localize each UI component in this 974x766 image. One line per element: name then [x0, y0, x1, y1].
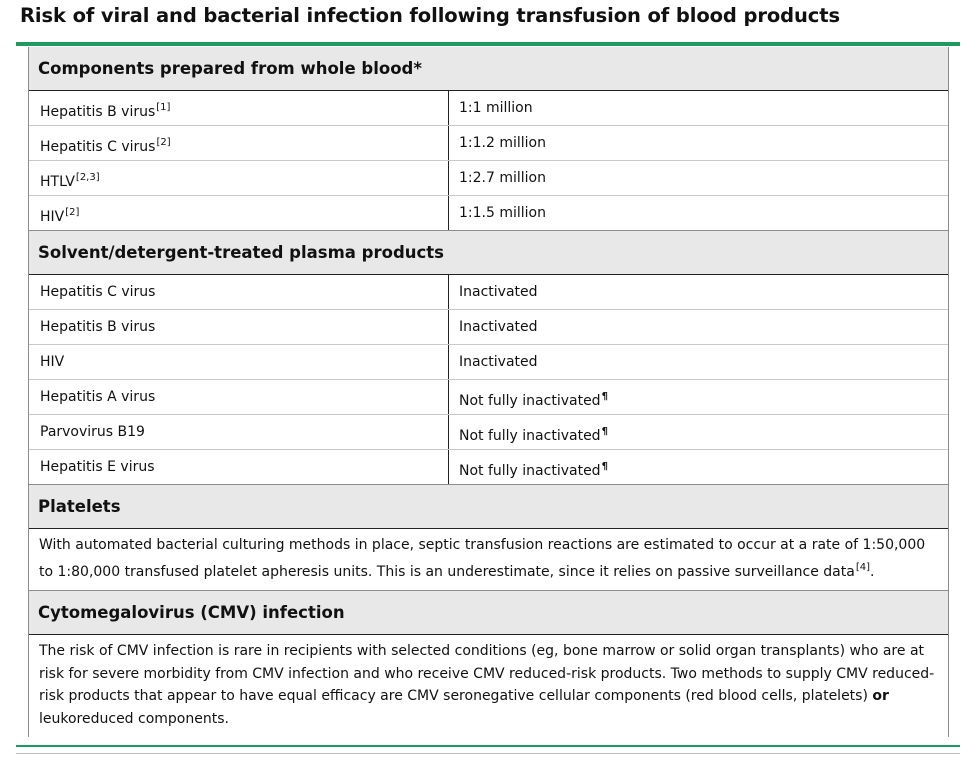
row-value: 1:1.2 million: [459, 135, 546, 151]
row-value: 1:2.7 million: [459, 170, 546, 186]
platelets-paragraph: With automated bacterial culturing methods in place, septic transfusion reactions are estimated to occur at a rate of 1:50,000 to 1:80,000 transfused platelet apheresis units. This is an underestimate, since it relies on passive surveillance data[4].: [29, 529, 948, 591]
row-label: Hepatitis C virus: [29, 275, 449, 309]
row-label: HTLV[2,3]: [29, 161, 449, 195]
risk-table: [28, 47, 949, 737]
reference-link[interactable]: [2]: [65, 207, 80, 218]
title-rule: [16, 42, 960, 46]
bottom-rule: [16, 745, 960, 747]
table-row: [29, 450, 948, 485]
row-value: Inactivated: [459, 319, 538, 335]
footnote-mark[interactable]: ¶: [601, 391, 608, 402]
reference-link[interactable]: [2,3]: [75, 172, 100, 183]
row-value: Not fully inactivated¶: [459, 391, 608, 409]
table-row: [29, 310, 948, 345]
row-value: Not fully inactivated¶: [459, 426, 608, 444]
row-label: HIV: [29, 345, 449, 379]
row-label: Hepatitis E virus: [29, 450, 449, 484]
cmv-paragraph: The risk of CMV infection is rare in recipients with selected conditions (eg, bone marrow or solid organ transplants) who are at risk for severe morbidity from CMV infection and who receive CMV reduced-risk products. Two methods to supply CMV reduced-risk products that appear to have equal efficacy are CMV seronegative cellular components (red blood cells, platelets) or leukoreduced components.: [39, 643, 935, 727]
row-label: Parvovirus B19: [29, 415, 449, 449]
row-value: 1:1.5 million: [459, 205, 546, 221]
table-row: [29, 126, 948, 161]
table-row: [29, 415, 948, 450]
section-heading-cmv: Cytomegalovirus (CMV) infection: [29, 591, 948, 635]
section-heading-platelets: Platelets: [29, 485, 948, 529]
emphasis-or: or: [872, 688, 889, 704]
row-value: 1:1 million: [459, 100, 533, 116]
footnote-mark[interactable]: ¶: [601, 426, 608, 437]
table-row: [29, 91, 948, 126]
row-label: HIV[2]: [29, 196, 449, 230]
row-value: Inactivated: [459, 284, 538, 300]
page-title: Risk of viral and bacterial infection following transfusion of blood products: [20, 4, 840, 27]
row-label: Hepatitis B virus: [29, 310, 449, 344]
row-label: Hepatitis C virus[2]: [29, 126, 449, 160]
footnote-mark[interactable]: ¶: [601, 461, 608, 472]
reference-link[interactable]: [4]: [855, 561, 870, 573]
section-heading-sd-plasma: Solvent/detergent-treated plasma products: [29, 231, 948, 275]
row-label: Hepatitis B virus[1]: [29, 91, 449, 125]
bottom-rule-secondary: [16, 753, 960, 754]
table-row: [29, 275, 948, 310]
table-row: [29, 345, 948, 380]
row-label: Hepatitis A virus: [29, 380, 449, 414]
row-value: Inactivated: [459, 354, 538, 370]
table-row: [29, 196, 948, 231]
section-heading-whole-blood: Components prepared from whole blood*: [29, 47, 948, 91]
row-value: Not fully inactivated¶: [459, 461, 608, 479]
reference-link[interactable]: [2]: [156, 137, 171, 148]
reference-link[interactable]: [1]: [156, 102, 171, 113]
table-row: [29, 380, 948, 415]
table-row: [29, 161, 948, 196]
